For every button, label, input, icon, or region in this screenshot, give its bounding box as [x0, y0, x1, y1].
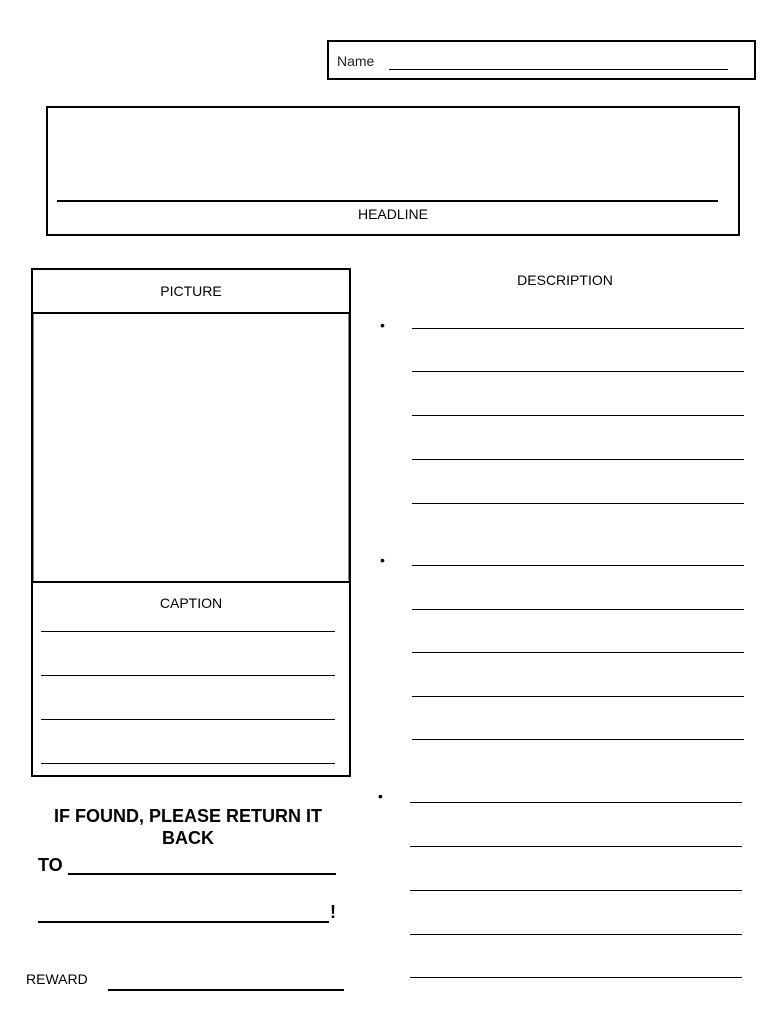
bullet-icon: • [378, 788, 383, 804]
name-blank-line [389, 69, 728, 70]
headline-label: HEADLINE [357, 206, 429, 222]
description-line[interactable] [410, 802, 742, 803]
name-field[interactable] [327, 40, 756, 80]
exclamation-mark: ! [330, 902, 336, 922]
description-line[interactable] [412, 371, 744, 372]
description-line[interactable] [412, 503, 744, 504]
description-label: DESCRIPTION [517, 272, 613, 288]
to-label: TO [38, 855, 63, 875]
description-line[interactable] [412, 328, 744, 329]
picture-area[interactable] [33, 314, 349, 582]
caption-line[interactable] [41, 763, 335, 764]
bullet-icon: • [380, 317, 385, 333]
description-line[interactable] [412, 739, 744, 740]
return-message: IF FOUND, PLEASE RETURN IT BACK [53, 806, 322, 848]
description-line[interactable] [412, 565, 744, 566]
description-line[interactable] [412, 459, 744, 460]
description-line[interactable] [412, 652, 744, 653]
picture-label: PICTURE [160, 283, 222, 299]
caption-line[interactable] [41, 719, 335, 720]
caption-section [33, 581, 349, 775]
description-line[interactable] [410, 846, 742, 847]
description-line[interactable] [410, 977, 742, 978]
caption-label: CAPTION [159, 595, 223, 611]
reward-label: REWARD [26, 971, 88, 987]
description-line[interactable] [412, 415, 744, 416]
caption-line[interactable] [41, 631, 335, 632]
description-line[interactable] [412, 696, 744, 697]
reward-blank-line[interactable] [108, 989, 344, 991]
name-label: Name [337, 53, 375, 69]
description-line[interactable] [410, 890, 742, 891]
bullet-icon: • [380, 552, 385, 568]
description-line[interactable] [410, 934, 742, 935]
description-line[interactable] [412, 609, 744, 610]
to-blank-line-2[interactable] [38, 921, 329, 923]
to-blank-line[interactable] [68, 873, 336, 875]
caption-line[interactable] [41, 675, 335, 676]
picture-panel [31, 268, 351, 777]
picture-header [33, 270, 349, 314]
headline-blank-line [57, 200, 718, 202]
headline-box[interactable] [46, 106, 740, 236]
